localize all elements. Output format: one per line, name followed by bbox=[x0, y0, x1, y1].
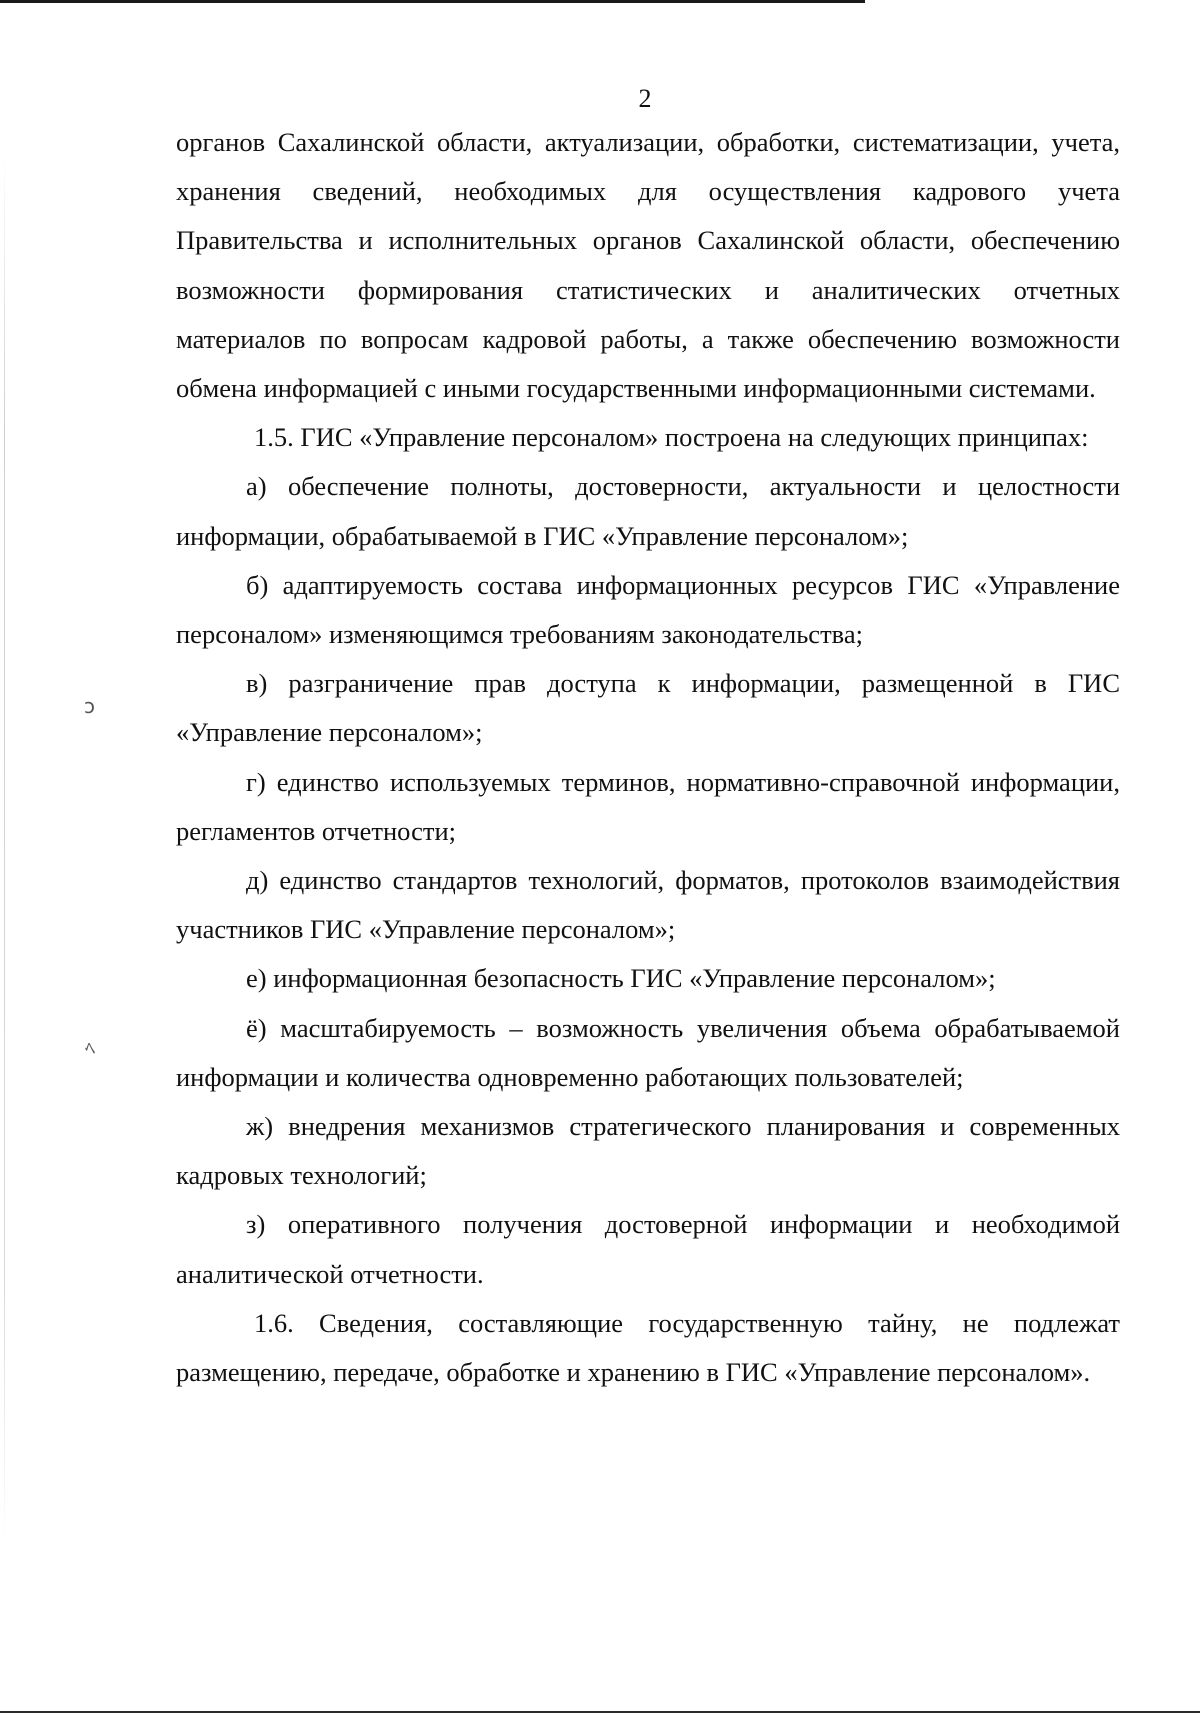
paragraph-item-b: б) адаптируемость состава информационных ресурсов ГИС «Управление персоналом» изменяющимся требованиям законодательства; bbox=[176, 569, 1120, 650]
paragraph-1-6: 1.6. Сведения, составляющие государственную тайну, не подлежат размещению, передаче, обработке и хранению в ГИС «Управление персоналом». bbox=[176, 1307, 1120, 1388]
page-number: 2 bbox=[638, 84, 652, 113]
paragraph-continuation: органов Сахалинской области, актуализации, обработки, систематизации, учета, хранения сведений, необходимых для осуществления кадрового учета Правительства и исполнительных органов Сахалинской области, обеспечению возможности формирования статистических и аналитических отчетных материалов по вопросам кадровой работы, а также обеспечению возможности обмена информацией с иными государственными информационными системами. bbox=[176, 127, 1120, 404]
paragraph-item-zh: ж) внедрения механизмов стратегического планирования и современных кадровых технологий; bbox=[176, 1111, 1120, 1191]
paragraph-item-z: з) оперативного получения достоверной информации и необходимой аналитической отчетности. bbox=[176, 1209, 1120, 1289]
document-body bbox=[176, 118, 1120, 1397]
paragraph-item-a: а) обеспечение полноты, достоверности, актуальности и целостности информации, обрабатываемой в ГИС «Управление персоналом»; bbox=[176, 471, 1120, 551]
scan-border-bottom bbox=[0, 1711, 1200, 1713]
paragraph-item-v: в) разграничение прав доступа к информации, размещенной в ГИС «Управление персоналом»; bbox=[176, 668, 1120, 748]
paragraph-item-e: е) информационная безопасность ГИС «Управление персоналом»; bbox=[246, 963, 996, 994]
scan-speck: ↄ bbox=[84, 694, 95, 718]
paragraph-item-yo: ё) масштабируемость – возможность увеличения объема обрабатываемой информации и количества одновременно работающих пользователей; bbox=[176, 1012, 1120, 1092]
scan-edge-left bbox=[4, 150, 5, 1550]
paragraph-item-d: д) единство стандартов технологий, форматов, протоколов взаимодействия участников ГИС «Управление персоналом»; bbox=[176, 865, 1120, 945]
scan-speck: ﾍ bbox=[85, 1036, 95, 1060]
paragraph-1-5: 1.5. ГИС «Управление персоналом» построена на следующих принципах: bbox=[254, 422, 1089, 453]
paragraph-item-g: г) единство используемых терминов, нормативно-справочной информации, регламентов отчетности; bbox=[176, 766, 1120, 846]
scan-border-top bbox=[0, 0, 865, 3]
